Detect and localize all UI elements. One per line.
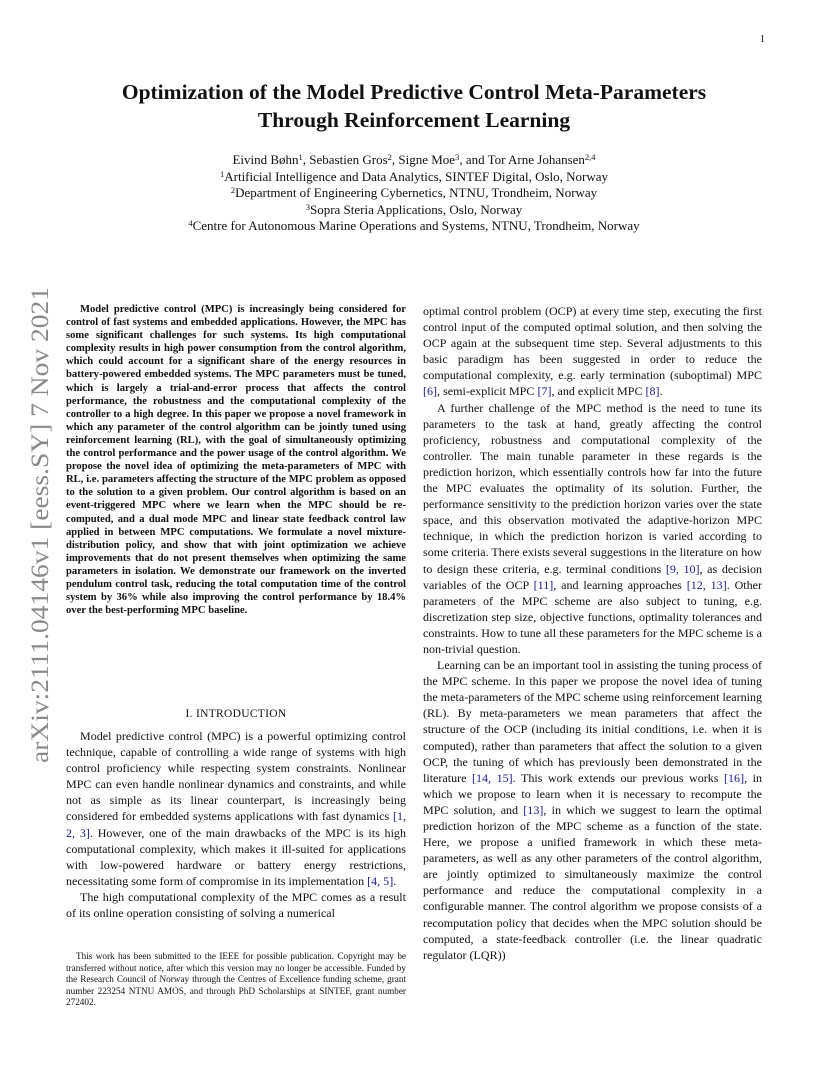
text-run: Model predictive control (MPC) is a powerful optimizing control technique, capable of controlling a wide range of systems with high control proficiency while respecting system constraints. Nonlinear MPC can even handle nonlinear dynamics and constraints, and while not as simple as its linear counterpart, is increasingly being considered for embedded systems applications with fast dynamics [66, 729, 406, 824]
affiliation-2-text: Department of Engineering Cybernetics, NTNU, Trondheim, Norway [235, 185, 598, 200]
affiliation-4-text: Centre for Autonomous Marine Operations and Systems, NTNU, Trondheim, Norway [192, 218, 640, 233]
citation-link[interactable]: [7] [537, 384, 552, 399]
intro-paragraph-1 [66, 728, 406, 889]
author-2: , Sebastien Gros [302, 152, 388, 167]
citation-link[interactable]: [13] [523, 802, 544, 817]
affiliation-1 [60, 169, 768, 186]
author-block [60, 152, 768, 235]
citation-link[interactable]: [9, 10] [665, 561, 700, 576]
affiliation-3-text: Sopra Steria Applications, Oslo, Norway [309, 201, 523, 217]
citation-link[interactable]: [14, 15] [472, 770, 513, 785]
author-3-sup: 3 [455, 152, 460, 162]
right-paragraph-3 [423, 657, 762, 963]
abstract: Model predictive control (MPC) is increasingly being considered for control of fast systems and embedded applications. However, the MPC has some significant challenges for such systems. Its high computational complexity results in high power consumption from the control algorithm, which could account for a significant share of the energy resources in battery-powered embedded systems. The MPC parameters must be tuned, which is largely a trial-and-error process that affects the control performance, the robustness and the computational complexity of the controller to a high degree. In this paper we propose a novel framework in which any parameter of the control algorithm can be jointly tuned using reinforcement learning (RL), with the goal of simultaneously optimizing the control performance and the power usage of the control algorithm. We propose the novel idea of optimizing the meta-parameters of MPC with RL, i.e. parameters affecting the structure of the MPC problem as opposed to the solution to a given problem. Our control algorithm is based on an event-triggered MPC where we learn when the MPC should be re-computed, and a dual mode MPC and linear state feedback control law applied in between MPC computations. We formulate a novel mixture-distribution policy, and show that with joint optimization we achieve improvements that do not present themselves when optimizing the same parameters in isolation. We demonstrate our framework on the inverted pendulum control task, reducing the total computation time of the control system by 36% while also improving the control performance by 18.4% over the best-performing MPC baseline. [66, 304, 406, 617]
affiliation-3-sup: 3 [305, 201, 310, 212]
affiliation-1-sup: 1 [219, 168, 225, 179]
author-2-sup: 2 [387, 152, 392, 162]
citation-link[interactable]: [8] [645, 384, 660, 399]
citation-link[interactable]: [6] [423, 384, 438, 399]
text-run: . Other parameters of the MPC scheme are also subject to tuning, e.g. discretization step size, objective functions, optimality tolerances and constraints. How to tune all these parameters for the MPC scheme is a non-trivial question. [423, 577, 763, 656]
text-run: A further challenge of the MPC method is the need to tune its parameters to the task at hand, greatly affecting the control proficiency, robustness and computational complexity of the controller. The main tunable parameter in these regards is the prediction horizon, which essentially controls how far into the future the MPC evaluates the optimality of its solution. Further, the performance sensitivity to the prediction horizon varies over the state space, and this observation motivated the adaptive-horizon MPC technique, in which the prediction horizon is varied according to some criteria. There exists several suggestions in the literature on how to design these criteria, e.g. terminal conditions [423, 400, 762, 576]
text-run: , as decision variables of the OCP [423, 561, 762, 592]
text-run: optimal control problem (OCP) at every time step, executing the first control input of the computed optimal solution, and then solving the OCP again at the subsequent time step. Several adjustments to this basic paradigm has been suggested in order to reduce the computational complexity, e.g. early termination (suboptimal) MPC [423, 304, 762, 383]
affiliation-1-text: Artificial Intelligence and Data Analytics, SINTEF Digital, Oslo, Norway [224, 168, 609, 184]
affiliation-2-sup: 2 [230, 185, 236, 195]
text-run: , and learning approaches [553, 577, 687, 592]
text-run: . This work extends our previous works [512, 770, 725, 785]
page-number: 1 [760, 34, 765, 45]
text-run: . However, one of the main drawbacks of the MPC is its high computational complexity, which makes it ill-suited for applications with low-powered hardware or battery energy restrictions, necessitating some form of compromise in its implementation [66, 825, 406, 888]
arxiv-stamp-text: arXiv:2111.04146v1 [eess.SY] 7 Nov 2021 [25, 321, 54, 763]
citation-link[interactable]: [12, 13] [686, 577, 727, 592]
citation-link[interactable]: [1, 2, 3] [66, 809, 406, 840]
right-column [423, 303, 762, 963]
affiliation-2 [60, 185, 768, 202]
right-paragraph-1 [423, 303, 762, 400]
arxiv-stamp [3, 285, 59, 765]
author-4: , and Tor Arne Johansen [459, 152, 585, 167]
text-run: , semi-explicit MPC [437, 384, 538, 399]
text-run: , in which we propose to learn when it is necessary to recompute the MPC solution, and [423, 770, 762, 817]
author-4-sup: 2,4 [584, 152, 596, 162]
title-line-2: Through Reinforcement Learning [257, 108, 571, 132]
citation-link[interactable]: [11] [533, 577, 554, 592]
author-1: Eivind Bøhn [232, 152, 299, 167]
right-paragraph-2 [423, 400, 762, 658]
author-3: , Signe Moe [391, 152, 456, 167]
affiliation-4 [60, 218, 768, 235]
text-run: , and explicit MPC [551, 384, 646, 399]
citation-link[interactable]: [4, 5] [367, 873, 394, 888]
section-heading-introduction: I. INTRODUCTION [185, 708, 287, 720]
title-line-1: Optimization of the Model Predictive Control Meta-Parameters [121, 80, 707, 104]
author-1-sup: 1 [298, 152, 303, 162]
author-names [60, 152, 768, 169]
paper-title [60, 78, 768, 134]
text-run: , in which we suggest to learn the optimal prediction horizon of the MPC scheme as a function of the state. Here, we propose a unified framework in which these meta-parameters, as well as any other parameters of the control algorithm, are jointly optimized to simultaneously maximize the control performance and reduce the computational complexity in a configurable manner. The control algorithm we propose consists of a recomputation policy that decides when the MPC solution should be computed, a state-feedback controller (i.e. the linear quadratic regulator (LQR)) [423, 802, 762, 962]
text-run: . [393, 873, 397, 888]
introduction-left-column [66, 728, 406, 921]
footnote: This work has been submitted to the IEEE for possible publication. Copyright may be transferred without notice, after which this version may no longer be accessible. Funded by the Research Council of Norway through the Centres of Excellence funding scheme, grant number 223254 NTNU AMOS, and through PhD Scholarships at SINTEF, grant number 272402. [66, 951, 406, 1008]
text-run: . [659, 384, 663, 399]
intro-paragraph-2: The high computational complexity of the MPC comes as a result of its online operation consisting of solving a numerical [66, 889, 406, 921]
citation-link[interactable]: [16] [724, 770, 745, 785]
text-run: Learning can be an important tool in assisting the tuning process of the MPC scheme. In this paper we propose the novel idea of tuning the meta-parameters of the MPC scheme using reinforcement learning (RL). By meta-parameters we mean parameters that affect the structure of the OCP (including its initial conditions, i.e. when it is computed), rather than parameters that affect the solution to a given OCP, the tuning of which has previously been demonstrated in the literature [423, 658, 762, 785]
affiliation-3 [60, 202, 768, 219]
affiliation-4-sup: 4 [188, 218, 193, 228]
